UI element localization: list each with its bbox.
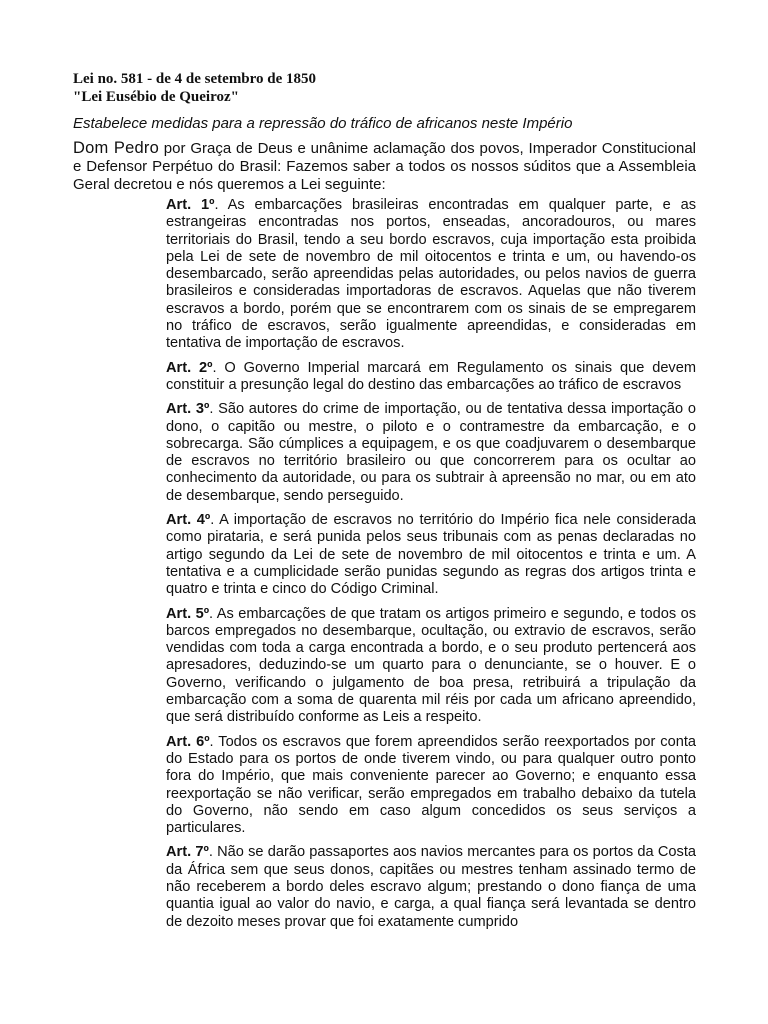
article-4 (166, 512, 696, 598)
article-label: Art. 4º (166, 512, 211, 529)
article-1 (166, 197, 696, 353)
article-text: . O Governo Imperial marcará em Regulamento os sinais que devem constituir a presunção legal do destino das embarcações ao tráfico de escravos (166, 359, 697, 393)
article-text: . São autores do crime de importação, ou de tentativa dessa importação o dono, o capitão ou mestre, o piloto e o contramestre da embarcação, e o sobrecarga. São cúmplices a equipagem, e os que coadjuvarem o desembarque de escravos no território brasileiro ou que concorrerem para os ocultar ao conhecimento da autoridade, ou para os subtrair à apreensão no mar, ou em ato de desembarque, sendo perseguido. (166, 401, 696, 504)
article-text: . As embarcações brasileiras encontradas em qualquer parte, e as estrangeiras encontradas nos portos, enseadas, ancoradouros, ou mares territoriais do Brasil, tendo a seu bordo escravos, cuja importação esta proibida pela Lei de sete de novembro de mil oitocentos e trinta e um, ou havendo-os desembarcado, serão apreendidas pelas autoridades, ou pelos navios de guerra brasileiros e consideradas importadoras de escravos. Aquelas que não tiverem escravos a bordo, porém que se encontrarem com os sinais de se empregarem no tráfico de escravos, serão igualmente apreendidas, e consideradas em tentativa de importação de escravos. (166, 197, 696, 352)
article-label: Art. 6º (166, 733, 210, 750)
article-text: . As embarcações de que tratam os artigos primeiro e segundo, e todos os barcos empregados no desembarque, ocultação, ou extravio de escravos, serão vendidas com toda a carga encontrada a bordo, e o seu produto pertencerá aos apresadores, deduzindo-se um quarto para o denunciante, se o houver. E o Governo, verificando o julgamento de boa presa, retribuirá a tripulação da embarcação com a soma de quarenta mil réis por cada um africano apreendido, que será distribuído conforme as Leis a respeito. (166, 605, 696, 726)
law-number-heading: Lei no. 581 - de 4 de setembro de 1850 (73, 71, 317, 87)
article-3 (166, 401, 696, 505)
article-label: Art. 3º (166, 401, 210, 418)
article-label: Art. 7º (166, 844, 209, 861)
preamble-speaker: Dom Pedro (73, 139, 159, 157)
law-name-heading: "Lei Eusébio de Queiroz" (73, 89, 239, 105)
articles-list (166, 197, 696, 931)
article-6 (166, 734, 696, 838)
article-5 (166, 606, 696, 727)
preamble (73, 139, 696, 194)
law-subtitle: Estabelece medidas para a repressão do tráfico de africanos neste Império (73, 115, 573, 132)
article-label: Art. 2º (166, 359, 213, 376)
article-2 (166, 360, 696, 395)
article-text: . Todos os escravos que forem apreendidos serão reexportados por conta do Estado para os portos de onde tiverem vindo, ou para qualquer outro ponto fora do Império, que mais conveniente parecer ao Governo; e enquanto essa reexportação se não verificar, serão empregados em trabalho debaixo da tutela do Governo, não sendo em caso algum concedidos os seus serviços a particulares. (166, 733, 696, 837)
preamble-text: por Graça de Deus e unânime aclamação dos povos, Imperador Constitucional e Defensor Perpétuo do Brasil: Fazemos saber a todos os nossos súditos que a Assembleia Geral decretou e nós queremos a Lei seguinte: (73, 140, 696, 193)
article-label: Art. 1º (166, 197, 215, 213)
article-text: . A importação de escravos no território do Império fica nele considerada como pirataria, e será punida pelos seus tribunais com as penas declaradas no artigo segundo da Lei de sete de novembro de mil oitocentos e trinta e um. A tentativa e a cumplicidade serão punidas segundo as regras dos artigos trinta e quatro e trinta e cinco do Código Criminal. (166, 512, 696, 598)
article-label: Art. 5º (166, 605, 210, 622)
article-text: . Não se darão passaportes aos navios mercantes para os portos da Costa da África sem que seus donos, capitães ou mestres tenham assinado termo de não receberem a bordo deles escravo algum; prestando o dono fiança de uma quantia igual ao valor do navio, e carga, a qual fiança será levantada se dentro de dezoito meses provar que foi exatamente cumprido (166, 844, 696, 930)
article-7 (166, 844, 696, 930)
